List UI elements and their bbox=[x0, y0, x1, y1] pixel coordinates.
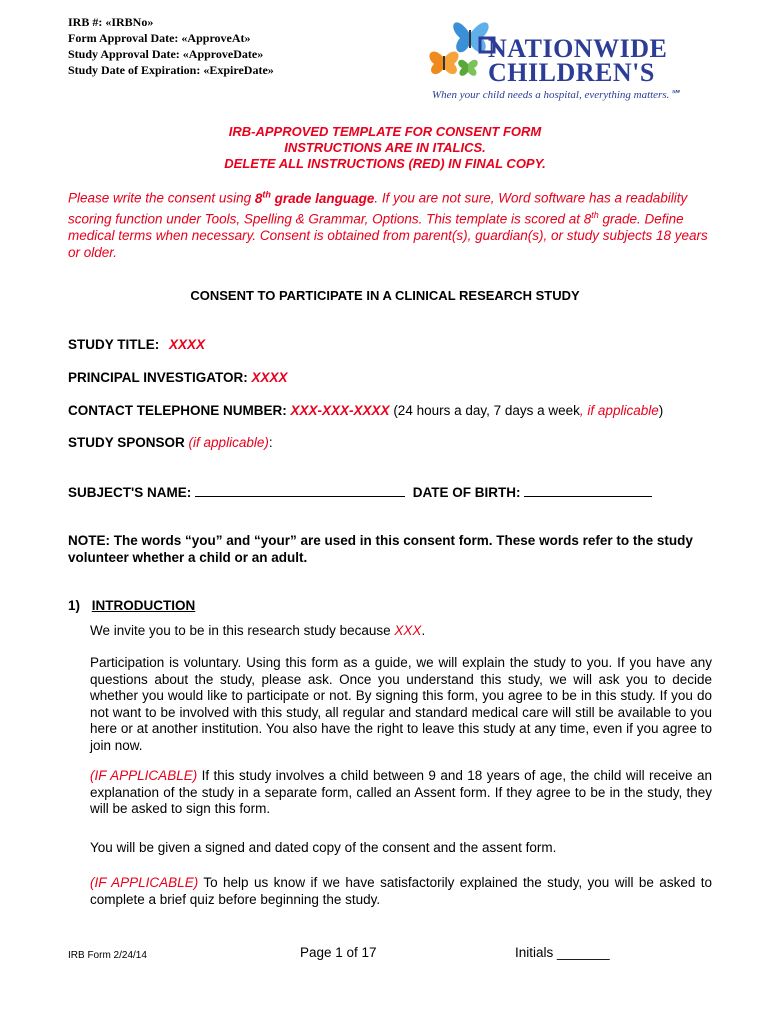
study-expiration-date: Study Date of Expiration: «ExpireDate» bbox=[68, 63, 274, 77]
instruction-line-3: DELETE ALL INSTRUCTIONS (RED) IN FINAL COPY. bbox=[224, 156, 546, 171]
sponsor-applicable: (if applicable) bbox=[188, 435, 269, 450]
form-approval-date: Form Approval Date: «ApproveAt» bbox=[68, 31, 251, 45]
study-title-field bbox=[68, 337, 205, 352]
sponsor-label: STUDY SPONSOR bbox=[68, 435, 185, 450]
phone-value[interactable]: XXX-XXX-XXXX bbox=[290, 403, 390, 418]
pi-label: PRINCIPAL INVESTIGATOR: bbox=[68, 370, 248, 385]
subject-name-label: SUBJECT'S NAME: bbox=[68, 485, 192, 500]
section-title: INTRODUCTION bbox=[91, 598, 196, 613]
subject-name-blank[interactable] bbox=[195, 484, 405, 497]
footer-page-number: Page 1 of 17 bbox=[300, 945, 377, 960]
logo-wordmark-line1: NATIONWIDE bbox=[488, 34, 668, 63]
irb-number: IRB #: «IRBNo» bbox=[68, 15, 154, 29]
template-instructions bbox=[0, 124, 770, 172]
study-title-value[interactable]: XXXX bbox=[169, 337, 206, 352]
phone-hours: (24 hours a day, 7 days a week bbox=[389, 403, 580, 418]
section-number: 1) bbox=[68, 598, 81, 613]
note-paragraph: NOTE: The words “you” and “your” are used in this consent form. These words refer to the study volunteer whether a child or an adult. bbox=[68, 533, 693, 565]
phone-label: CONTACT TELEPHONE NUMBER: bbox=[68, 403, 287, 418]
contact-phone-field: CONTACT TELEPHONE NUMBER: XXX-XXX-XXXX (24 hours a day, 7 days a week, if applicable) bbox=[68, 403, 664, 418]
pi-value[interactable]: XXXX bbox=[251, 370, 288, 385]
instruction-line-1: IRB-APPROVED TEMPLATE FOR CONSENT FORM bbox=[228, 124, 542, 139]
footer-form-id: IRB Form 2/24/14 bbox=[68, 950, 147, 961]
study-approval-date: Study Approval Date: «ApproveDate» bbox=[68, 47, 264, 61]
irb-meta-block bbox=[68, 14, 274, 78]
assent-paragraph: (IF APPLICABLE) If this study involves a child between 9 and 18 years of age, the child will receive an explanation of the study in a separate form, called an Assent form. If they agree to be in the study, they will be asked to sign this form. bbox=[90, 768, 712, 816]
logo-wordmark-line2: CHILDREN'S bbox=[488, 58, 655, 87]
quiz-paragraph: (IF APPLICABLE) To help us know if we have satisfactorily explained the study, you will be asked to complete a brief quiz before beginning the study. bbox=[90, 875, 712, 907]
study-title-label: STUDY TITLE: bbox=[68, 337, 160, 352]
phone-applicable: , if applicable bbox=[579, 403, 659, 418]
invite-paragraph: We invite you to be in this research study because XXX. bbox=[90, 623, 426, 638]
instruction-line-2: INSTRUCTIONS ARE IN ITALICS. bbox=[284, 140, 486, 155]
voluntary-paragraph: Participation is voluntary. Using this form as a guide, we will explain the study to you. If you have any questions about the study, please ask. Once you understand this study, we will ask you to decide whether you would like to participate or not. By signing this form, you agree to be in this study. If you do not want to be involved with this study, all regular and standard medical care will still be available to you here or at another institution. You also have the right to leave this study at any time, even if you agree to join now. bbox=[90, 655, 712, 753]
section-introduction-heading bbox=[68, 598, 195, 613]
dob-label: DATE OF BIRTH: bbox=[412, 485, 521, 500]
footer-initials[interactable]: Initials _______ bbox=[515, 945, 610, 960]
logo-tagline: When your child needs a hospital, everything matters.℠ bbox=[432, 89, 681, 101]
dob-blank[interactable] bbox=[524, 484, 652, 497]
study-sponsor-field: STUDY SPONSOR (if applicable): bbox=[68, 435, 273, 450]
copy-paragraph: You will be given a signed and dated copy of the consent and the assent form. bbox=[90, 840, 557, 855]
readability-instruction: Please write the consent using 8th grade language. If you are not sure, Word software has a readability scoring function under Tools, Spelling & Grammar, Options. This template is scored at 8th grade. Define medical terms when necessary. Consent is obtained from parent(s), guardian(s), or study subjects 18 years or older. bbox=[68, 189, 708, 260]
principal-investigator-field bbox=[68, 370, 288, 385]
consent-title: CONSENT TO PARTICIPATE IN A CLINICAL RESEARCH STUDY bbox=[190, 288, 580, 303]
subject-name-field bbox=[68, 484, 652, 500]
